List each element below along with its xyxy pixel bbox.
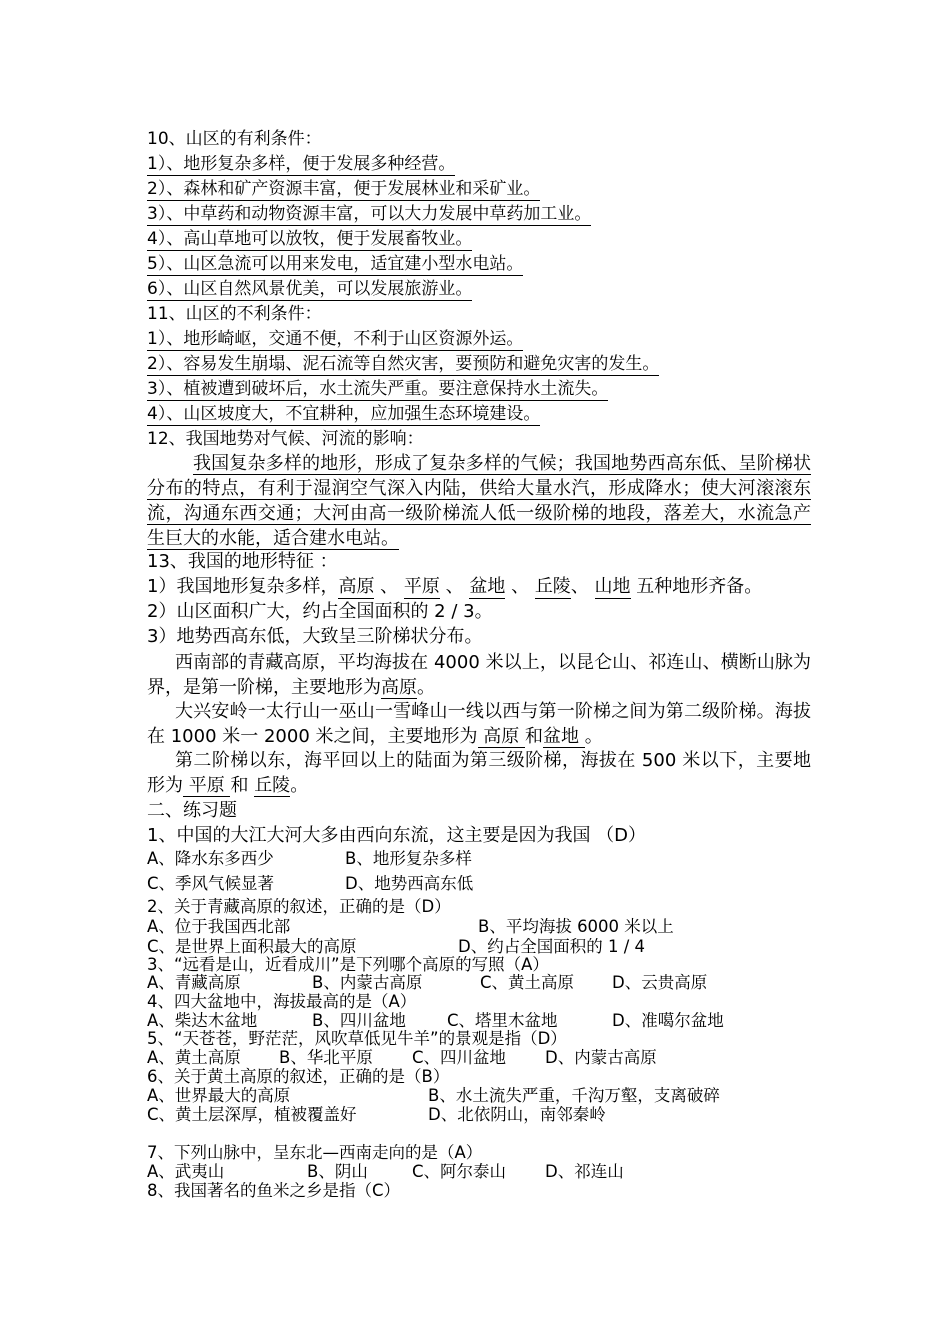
underlined-text: 5）、山区急流可以用来发电，适宜建小型水电站。 <box>147 254 524 274</box>
question-8: 8、我国著名的鱼米之乡是指（C） <box>147 1181 401 1200</box>
option-d: D、云贵高原 <box>612 973 708 992</box>
section-13-title: 13、我国的地形特征 ： <box>147 551 338 572</box>
terrain-types-line <box>147 575 762 599</box>
option-d: D、祁连山 <box>545 1162 624 1181</box>
option-a: A、武夷山 <box>147 1162 225 1181</box>
question-7: 7、下列山脉中，呈东北—西南走向的是（A） <box>147 1143 483 1162</box>
mountain-area-line: 2）山区面积广大，约占全国面积的 2 / 3。 <box>147 601 493 622</box>
option-b: B、水土流失严重，千沟万壑，支离破碎 <box>428 1086 720 1105</box>
text: 五种地形齐备。 <box>630 576 763 597</box>
text: 大兴安岭一太行山一巫山一雪峰山一线以西与第一阶梯之间为第二级阶梯。海拔在 1000 米一 2000 米之间，主要地形为 <box>147 701 811 747</box>
section-10-title: 10、山区的有利条件： <box>147 129 322 149</box>
option-d: D、约占全国面积的 1 / 4 <box>458 937 645 956</box>
term-plateau: 高原 <box>381 677 417 698</box>
list-item <box>147 153 455 175</box>
question-4: 4、四大盆地中，海拔最高的是（A） <box>147 992 417 1011</box>
option-d: D、地势西高东低 <box>345 874 474 893</box>
practice-title: 二、练习题 <box>147 800 237 821</box>
option-a: A、世界最大的高原 <box>147 1086 291 1105</box>
question-5: 5、“天苍苍，野茫茫，风吹草低见牛羊”的景观是指（D） <box>147 1029 567 1048</box>
list-item <box>147 328 523 350</box>
underlined-text: 1）、地形崎岖，交通不便，不利于山区资源外运。 <box>147 329 524 349</box>
question-3: 3、“远看是山，近看成川”是下列哪个高原的写照（A） <box>147 955 549 974</box>
option-a: A、黄土高原 <box>147 1048 241 1067</box>
option-a: A、青藏高原 <box>147 973 241 992</box>
underlined-text: 2）、森林和矿产资源丰富，便于发展林业和采矿业。 <box>147 179 541 199</box>
text: 西南部的青藏高原，平均海拔在 4000 米以上，以昆仑山、祁连山、横断山脉为界，是第一阶梯，主要地形为 <box>147 652 811 698</box>
option-b: B、地形复杂多样 <box>345 849 472 868</box>
term-plateau: 高原 <box>338 576 375 597</box>
question-6: 6、关于黄土高原的叙述，正确的是（B） <box>147 1067 450 1086</box>
text: 1）我国地形复杂多样， <box>147 576 339 597</box>
option-d: D、准噶尔盆地 <box>612 1011 724 1030</box>
option-c: C、四川盆地 <box>412 1048 507 1067</box>
text: 和 <box>524 726 543 747</box>
list-item <box>147 203 591 225</box>
underlined-text: 4）、山区坡度大，不宜耕种，应加强生态环境建设。 <box>147 404 541 424</box>
text: 和 <box>230 775 255 796</box>
option-c: C、阿尔泰山 <box>412 1162 507 1181</box>
option-c: C、塔里木盆地 <box>447 1011 558 1030</box>
question-2: 2、关于青藏高原的叙述，正确的是（D） <box>147 897 451 916</box>
separator: 、 <box>374 576 404 597</box>
separator: 、 <box>570 576 595 597</box>
list-item <box>147 253 523 275</box>
separator: 、 <box>505 576 535 597</box>
list-item <box>147 278 472 300</box>
section-11-title: 11、山区的不利条件： <box>147 304 322 324</box>
option-b: B、华北平原 <box>279 1048 373 1067</box>
term-basin: 盆地 <box>469 576 506 597</box>
underlined-text: 3）、中草药和动物资源丰富，可以大力发展中草药加工业。 <box>147 204 592 224</box>
list-item <box>147 353 659 375</box>
option-c: C、黄土层深厚，植被覆盖好 <box>147 1105 357 1124</box>
option-a: A、降水东多西少 <box>147 849 274 868</box>
option-c: C、季风气候显著 <box>147 874 275 893</box>
option-a: A、柴达木盆地 <box>147 1011 258 1030</box>
text: 。 <box>417 677 435 698</box>
list-item <box>147 178 540 200</box>
text: 。 <box>290 775 309 796</box>
text: 。 <box>584 726 603 747</box>
underlined-text: 我国复杂多样的地形，形成了复杂多样的气候；我国地势西高东低、呈阶梯状分布的特点，有利于湿润空气深入内陆，供给大量水汽，形成降水；使大河滚滚东流，沟通东西交通；大河由高一级阶梯流人低一级阶梯的地段，落差大，水流急产生巨大的水能，适合建水电站。 <box>147 453 811 549</box>
option-d: D、北依阴山，南邻秦岭 <box>428 1105 606 1124</box>
separator: 、 <box>439 576 470 597</box>
option-b: B、内蒙古高原 <box>312 973 423 992</box>
list-item <box>147 378 608 400</box>
option-c: C、黄土高原 <box>480 973 575 992</box>
step-3-paragraph <box>147 748 811 798</box>
option-b: B、阴山 <box>307 1162 368 1181</box>
section-12-title: 12、我国地势对气候、河流的影响： <box>147 429 424 449</box>
underlined-text: 4）、高山草地可以放牧，便于发展畜牧业。 <box>147 229 473 249</box>
list-item <box>147 228 472 250</box>
option-b: B、四川盆地 <box>312 1011 406 1030</box>
term-plain: 平原 <box>403 576 440 597</box>
term-plain: 平原 <box>183 775 231 796</box>
option-d: D、内蒙古高原 <box>545 1048 657 1067</box>
step-2-paragraph <box>147 699 811 749</box>
underlined-text: 1）、地形复杂多样，便于发展多种经营。 <box>147 154 456 174</box>
underlined-text: 2）、容易发生崩塌、泥石流等自然灾害，要预防和避免灾害的发生。 <box>147 354 660 374</box>
underlined-text: 6）、山区自然风景优美，可以发展旅游业。 <box>147 279 473 299</box>
term-hill: 丘陵 <box>254 775 291 796</box>
text: 第二阶梯以东，海平回以上的陆面为第三级阶梯，海拔在 500 米以下，主要地形为 <box>147 750 811 796</box>
option-b: B、平均海拔 6000 米以上 <box>478 917 674 936</box>
question-1: 1、中国的大江大河大多由西向东流，这主要是因为我国 （D） <box>147 825 647 846</box>
term-basin: 盆地 <box>542 726 585 747</box>
option-c: C、是世界上面积最大的高原 <box>147 937 357 956</box>
term-mountain: 山地 <box>594 576 631 597</box>
underlined-text: 3）、植被遭到破坏后，水土流失严重。要注意保持水土流失。 <box>147 379 609 399</box>
section-12-paragraph <box>147 451 811 551</box>
term-hill: 丘陵 <box>534 576 571 597</box>
list-item <box>147 403 540 425</box>
term-plateau: 高原 <box>477 726 525 747</box>
step-1-paragraph <box>147 650 811 700</box>
option-a: A、位于我国西北部 <box>147 917 291 936</box>
terrain-steps-line: 3）地势西高东低，大致呈三阶梯状分布。 <box>147 626 483 647</box>
